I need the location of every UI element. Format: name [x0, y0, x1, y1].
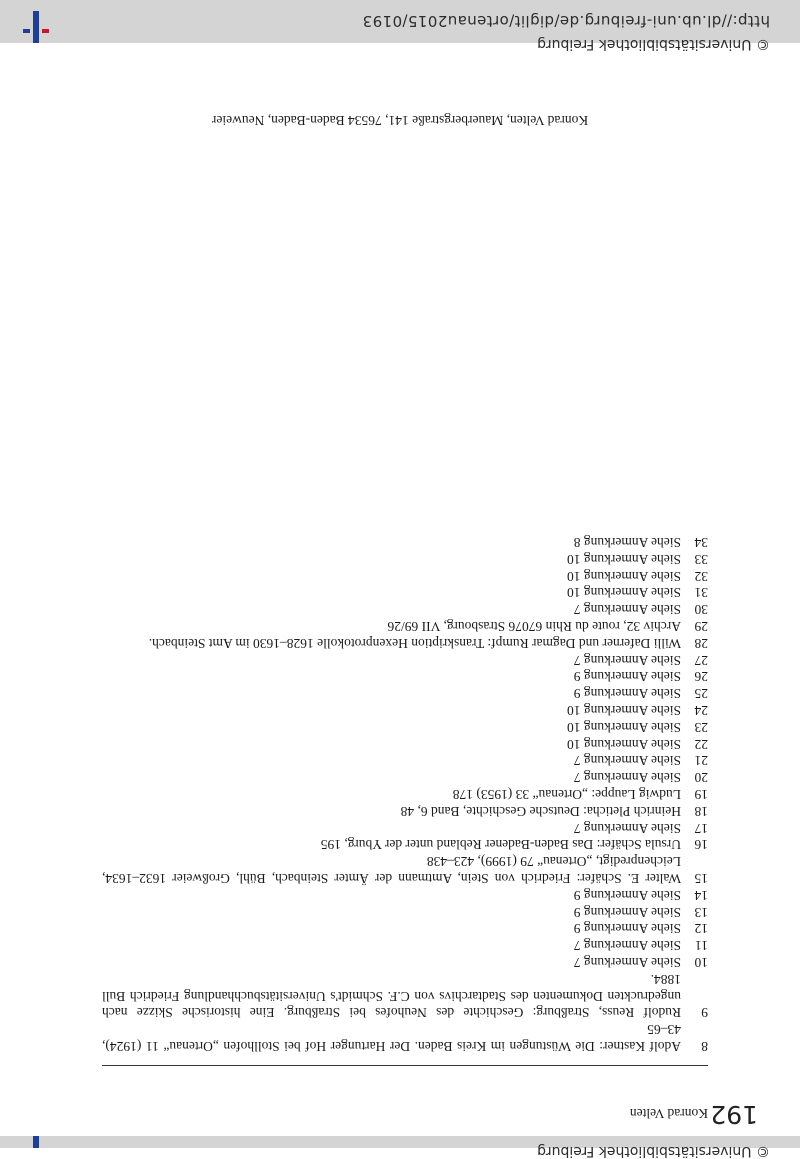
- footnote-text: Siehe Anmerkung 8: [573, 535, 681, 551]
- header-copyright: © Universitätsbibliothek Freiburg: [537, 1143, 770, 1159]
- footnote-text: Heinrich Pleticha: Deutsche Geschichte, Band 6, 48: [400, 803, 681, 819]
- footnote-item: [102, 852, 708, 886]
- author-address: Konrad Velten, Mauerbergstraße 141, 76534 Baden-Baden, Neuweier: [211, 113, 589, 128]
- footnote-number: 28: [694, 635, 708, 651]
- footnote-item: [102, 651, 708, 668]
- footnote-text: Siehe Anmerkung 10: [567, 736, 681, 752]
- footnote-item: [102, 600, 708, 617]
- footnote-number: 31: [694, 585, 708, 601]
- footnote-text: Adolf Kastner: Die Wüstungen im Kreis Baden. Der Hartunger Hof bei Stollhofen „Ortenau“ 11 (1924), 43–65: [102, 1022, 681, 1054]
- footnote-number: 22: [694, 736, 708, 752]
- footnote-item: [102, 970, 708, 1020]
- footnote-item: [102, 533, 708, 550]
- footnote-text: Ursula Schäfer: Das Baden-Badener Rebland unter der Yburg, 195: [320, 837, 681, 853]
- footnote-text: Siehe Anmerkung 10: [567, 719, 681, 735]
- footnote-number: 10: [694, 955, 708, 971]
- footnote-number: 34: [694, 535, 708, 551]
- footnote-item: [102, 785, 708, 802]
- footnote-number: 29: [694, 619, 708, 635]
- footnote-number: 9: [701, 1005, 708, 1021]
- running-head-author: Konrad Velten: [629, 1106, 708, 1121]
- header-bar: [0, 1136, 800, 1159]
- footnote-number: 24: [694, 703, 708, 719]
- footnote-number: 30: [694, 602, 708, 618]
- footnote-text: Walter E. Schäfer: Friedrich von Stein, Amtmann der Ämter Steinbach, Bühl, Großweier 1632–1634, Leichenpredigt, „Ortenau“ 79 (1999), 423–438: [102, 854, 681, 887]
- footnote-text: Siehe Anmerkung 9: [573, 904, 681, 920]
- footnote-number: 17: [694, 820, 708, 836]
- footnote-text: Siehe Anmerkung 10: [567, 703, 681, 719]
- footnote-text: Siehe Anmerkung 9: [573, 686, 681, 702]
- footnote-number: 33: [694, 551, 708, 567]
- footnote-number: 25: [694, 686, 708, 702]
- footnote-number: 16: [694, 837, 708, 853]
- footnote-text: Siehe Anmerkung 9: [573, 921, 681, 937]
- ub-freiburg-logo-icon: [15, 1136, 49, 1148]
- footnote-number: 12: [694, 921, 708, 937]
- footnote-text: Siehe Anmerkung 9: [573, 887, 681, 903]
- footnote-text: Willi Daferner und Dagmar Rumpf: Transkription Hexenprotokolle 1628–1630 im Amt Steinbach.: [148, 635, 681, 651]
- footnote-item: [102, 836, 708, 853]
- footnote-number: 8: [701, 1039, 708, 1054]
- footnote-text: Siehe Anmerkung 7: [573, 652, 681, 668]
- footnote-text: Siehe Anmerkung 7: [573, 938, 681, 954]
- footnote-text: Siehe Anmerkung 7: [573, 770, 681, 786]
- footnote-item: [102, 920, 708, 937]
- footnote-item: [102, 735, 708, 752]
- footnote-text: Siehe Anmerkung 7: [573, 602, 681, 618]
- footnote-number: 19: [694, 787, 708, 803]
- footnote-text: Rudolf Reuss, Straßburg: Geschichte des Neuhofes bei Straßburg. Eine historische Skizze nach ungedruckten Dokumenten des Stadtarchivs von C.F. Schmidt's Universitätsbuchhandlung Friedrich Bull 1884.: [102, 971, 681, 1021]
- footnote-text: Ludwig Lauppe: „Ortenau“ 33 (1953) 178: [452, 787, 681, 803]
- footnote-number: 14: [694, 887, 708, 903]
- footnote-item: [102, 718, 708, 735]
- footnote-item: [102, 701, 708, 718]
- running-head: [100, 1095, 758, 1129]
- footnote-item: [102, 819, 708, 836]
- footnote-number: 27: [694, 652, 708, 668]
- footnote-number: 26: [694, 669, 708, 685]
- footnote-number: 21: [694, 753, 708, 769]
- footnote-item: [102, 903, 708, 920]
- footnote-item: [102, 1020, 708, 1054]
- footer-copyright: © Universitätsbibliothek Freiburg: [537, 36, 770, 52]
- footer-url-link[interactable]: http://dl.ub.uni-freiburg.de/diglit/ortenau2015/0193: [362, 12, 770, 30]
- ub-freiburg-logo-icon: [15, 0, 49, 43]
- footnote-text: Siehe Anmerkung 10: [567, 551, 681, 567]
- footer-bar: [0, 0, 800, 52]
- footnote-item: [102, 550, 708, 567]
- footnote-number: 15: [694, 871, 708, 887]
- footnote-text: Siehe Anmerkung 10: [567, 585, 681, 601]
- footnote-number: 18: [694, 803, 708, 819]
- footnote-number: 13: [694, 904, 708, 920]
- footnote-item: [102, 953, 708, 970]
- footnote-text: Siehe Anmerkung 7: [573, 820, 681, 836]
- footnote-item: [102, 634, 708, 651]
- footnote-number: 11: [695, 938, 708, 954]
- footnote-item: [102, 752, 708, 769]
- footnote-text: Siehe Anmerkung 7: [573, 753, 681, 769]
- footnote-item: [102, 617, 708, 634]
- page-number: 192: [710, 1100, 758, 1129]
- footnote-item: [102, 567, 708, 584]
- footnote-number: 20: [694, 770, 708, 786]
- footnote-item: [102, 768, 708, 785]
- footnote-text: Siehe Anmerkung 7: [573, 955, 681, 971]
- footnote-text: Siehe Anmerkung 10: [567, 568, 681, 584]
- footnote-item: [102, 584, 708, 601]
- footnote-text: Archiv 32, route du Rhin 67076 Strasbourg, VII 69/26: [387, 619, 681, 635]
- footnote-item: [102, 886, 708, 903]
- footnote-number: 32: [694, 568, 708, 584]
- footnote-item: [102, 668, 708, 685]
- footnote-text: Siehe Anmerkung 9: [573, 669, 681, 685]
- footnote-item: [102, 936, 708, 953]
- footnote-item: [102, 684, 708, 701]
- footnote-item: [102, 802, 708, 819]
- footnote-number: 23: [694, 719, 708, 735]
- header-rule: [102, 1065, 708, 1066]
- footnote-list: [102, 533, 708, 1054]
